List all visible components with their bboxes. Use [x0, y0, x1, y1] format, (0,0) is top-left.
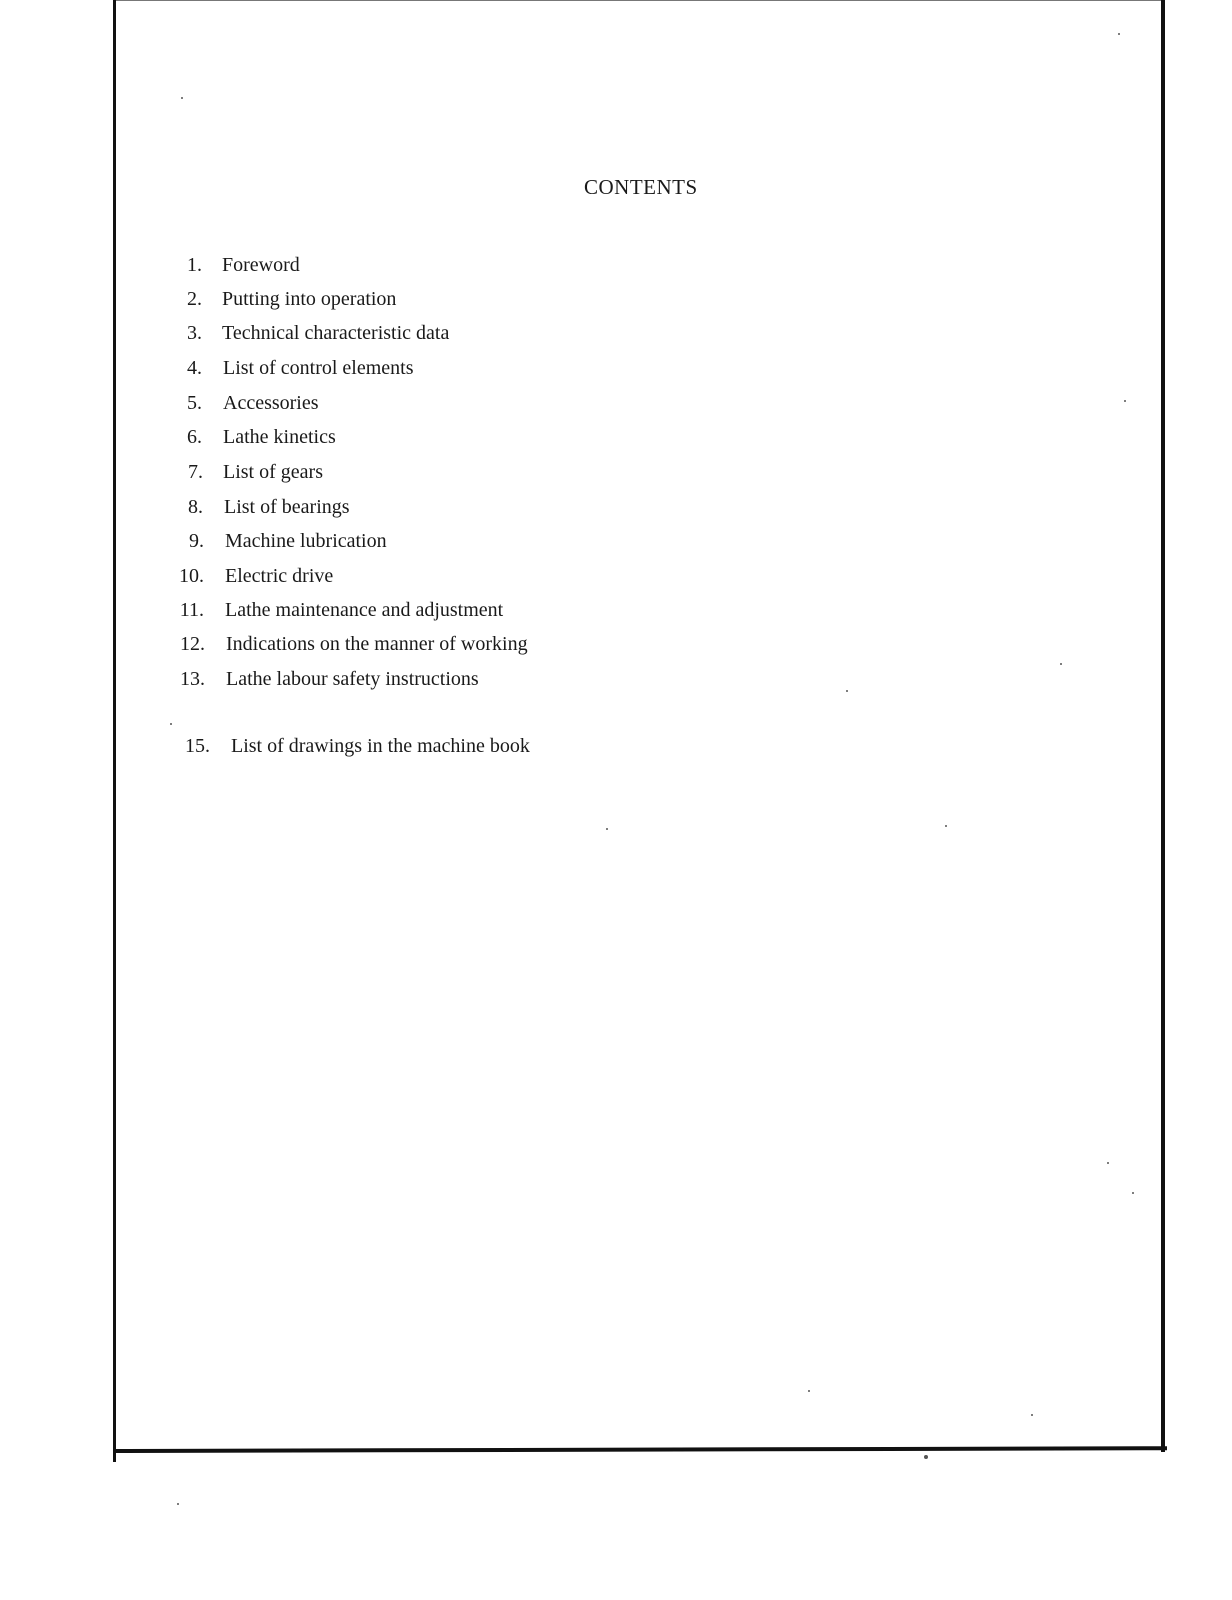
toc-text: Lathe labour safety instructions: [226, 668, 479, 690]
toc-text: Putting into operation: [222, 288, 397, 310]
toc-number: 2.: [187, 288, 202, 310]
toc-text: Foreword: [222, 254, 300, 276]
page-title: CONTENTS: [584, 175, 698, 199]
page-frame-top: [115, 0, 1163, 1]
toc-text: List of drawings in the machine book: [231, 735, 530, 757]
scan-speck: [1124, 400, 1126, 402]
toc-number: 1.: [187, 254, 202, 276]
page-frame-right: [1161, 0, 1165, 1452]
toc-number: 5.: [187, 392, 202, 414]
toc-number: 6.: [187, 426, 202, 448]
scan-speck: [177, 1503, 179, 1505]
scan-speck: [181, 97, 183, 99]
toc-number: 15.: [185, 735, 210, 757]
scan-speck: [1060, 663, 1062, 665]
toc-number: 8.: [188, 496, 203, 518]
toc-number: 10.: [179, 565, 204, 587]
scan-speck: [846, 690, 848, 692]
scan-speck: [924, 1455, 928, 1459]
scan-speck: [945, 825, 947, 827]
toc-text: Technical characteristic data: [222, 322, 450, 344]
toc-text: Accessories: [223, 392, 319, 414]
scan-speck: [170, 723, 172, 725]
toc-number: 3.: [187, 322, 202, 344]
toc-text: Electric drive: [225, 565, 334, 587]
toc-number: 11.: [179, 599, 204, 621]
scan-speck: [1118, 33, 1120, 35]
scan-speck: [1132, 1192, 1134, 1194]
toc-text: Lathe maintenance and adjustment: [225, 599, 504, 621]
scan-speck: [808, 1390, 810, 1392]
page-frame-left: [113, 0, 116, 1462]
page-frame-bottom: [115, 1446, 1167, 1453]
toc-text: Indications on the manner of working: [226, 633, 528, 655]
toc-number: 12.: [180, 633, 205, 655]
scan-speck: [1031, 1414, 1033, 1416]
scan-speck: [1107, 1162, 1109, 1164]
toc-text: List of gears: [223, 461, 323, 483]
scan-speck: [606, 828, 608, 830]
toc-text: Lathe kinetics: [223, 426, 336, 448]
toc-number: 7.: [188, 461, 203, 483]
toc-text: Machine lubrication: [225, 530, 387, 552]
toc-text: List of control elements: [223, 357, 414, 379]
toc-number: 13.: [180, 668, 205, 690]
toc-number: 9.: [189, 530, 204, 552]
toc-number: 4.: [187, 357, 202, 379]
toc-text: List of bearings: [224, 496, 350, 518]
